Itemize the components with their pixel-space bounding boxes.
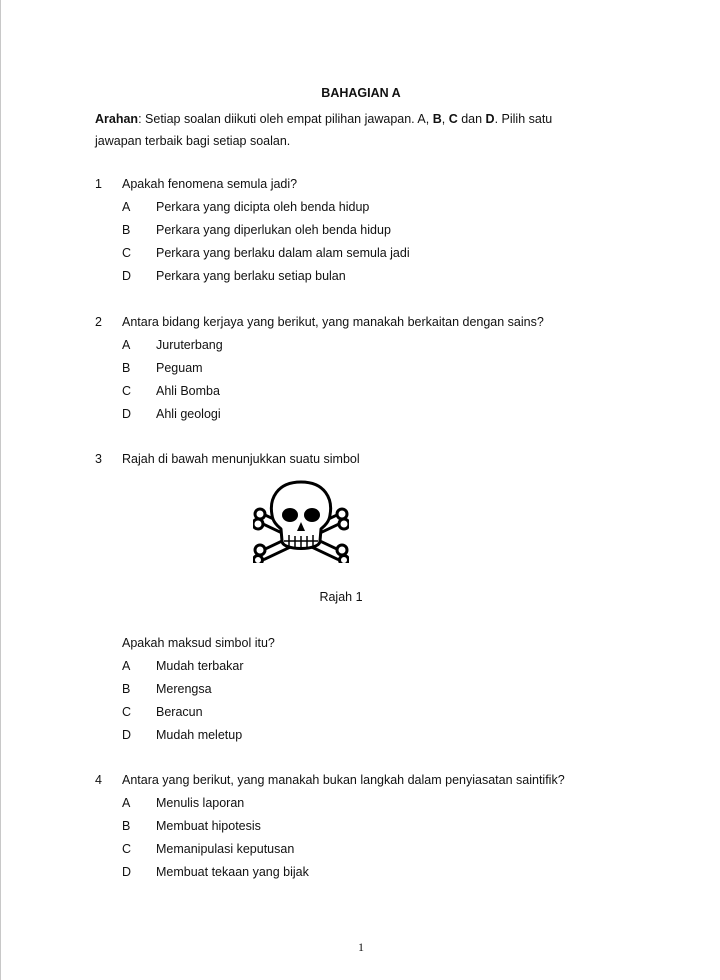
option-text: Peguam	[156, 361, 203, 375]
skull-crossbones-icon	[253, 479, 349, 563]
instructions-sep: ,	[441, 112, 449, 126]
question-text: Antara bidang kerjaya yang berikut, yang manakah berkaitan dengan sains?	[122, 315, 544, 329]
figure-caption: Rajah 1	[319, 590, 363, 604]
option-b	[95, 678, 275, 701]
question-text: Rajah di bawah menunjukkan suatu simbol	[122, 452, 360, 466]
question-number: 2	[95, 315, 102, 329]
option-text: Mudah terbakar	[156, 659, 244, 673]
option-letter: A	[122, 338, 131, 352]
question-1	[95, 173, 410, 288]
option-b	[95, 219, 410, 242]
option-text: Ahli Bomba	[156, 384, 220, 398]
option-a	[95, 196, 410, 219]
option-letter: D	[122, 269, 132, 283]
option-d	[95, 265, 410, 288]
option-letter: B	[122, 361, 131, 375]
question-4-stem	[95, 769, 565, 792]
question-1-stem	[95, 173, 410, 196]
option-text: Membuat tekaan yang bijak	[156, 865, 309, 879]
instructions-label: Arahan	[95, 112, 139, 126]
option-a	[95, 334, 544, 357]
question-2-stem	[95, 311, 544, 334]
option-text: Juruterbang	[156, 338, 223, 352]
option-c	[95, 380, 544, 403]
option-a	[95, 792, 565, 815]
option-a	[95, 655, 275, 678]
question-number: 4	[95, 773, 102, 787]
option-letter: A	[122, 796, 131, 810]
question-text: Antara yang berikut, yang manakah bukan langkah dalam penyiasatan saintifik?	[122, 773, 565, 787]
option-letter: B	[122, 223, 131, 237]
option-text: Menulis laporan	[156, 796, 245, 810]
question-4	[95, 769, 565, 884]
option-b	[95, 357, 544, 380]
question-3-sub	[95, 632, 275, 747]
question-text: Apakah fenomena semula jadi?	[122, 177, 298, 191]
option-letter: D	[122, 407, 132, 421]
question-3	[95, 448, 360, 471]
option-letter: D	[122, 728, 132, 742]
instructions-c: C	[448, 112, 458, 126]
section-heading: BAHAGIAN A	[321, 86, 401, 100]
option-text: Perkara yang berlaku setiap bulan	[156, 269, 346, 283]
option-text: Ahli geologi	[156, 407, 221, 421]
question-3-stem	[95, 448, 360, 471]
option-c	[95, 242, 410, 265]
option-d	[95, 724, 275, 747]
option-text: Perkara yang diperlukan oleh benda hidup	[156, 223, 391, 237]
option-text: Memanipulasi keputusan	[156, 842, 295, 856]
option-letter: C	[122, 246, 132, 260]
option-letter: B	[122, 682, 131, 696]
option-letter: C	[122, 384, 132, 398]
option-b	[95, 815, 565, 838]
option-text: Perkara yang berlaku dalam alam semula jadi	[156, 246, 410, 260]
instructions-b: B	[432, 112, 442, 126]
option-letter: D	[122, 865, 132, 879]
question-number: 3	[95, 452, 102, 466]
option-text: Membuat hipotesis	[156, 819, 261, 833]
option-c	[95, 838, 565, 861]
option-c	[95, 701, 275, 724]
option-d	[95, 861, 565, 884]
question-number: 1	[95, 177, 102, 191]
option-d	[95, 403, 544, 426]
option-letter: C	[122, 705, 132, 719]
instructions-and: dan	[457, 112, 486, 126]
instructions-text-2: . Pilih satu jawapan terbaik bagi setiap soalan.	[95, 112, 553, 148]
option-text: Mudah meletup	[156, 728, 243, 742]
option-letter: A	[122, 200, 131, 214]
option-text: Beracun	[156, 705, 203, 719]
option-letter: A	[122, 659, 131, 673]
instructions-d: D	[485, 112, 495, 126]
instructions	[95, 108, 595, 152]
question-2	[95, 311, 544, 426]
page-edge	[0, 0, 1, 980]
option-text: Perkara yang dicipta oleh benda hidup	[156, 200, 370, 214]
page-number: 1	[358, 940, 364, 954]
subquestion-text: Apakah maksud simbol itu?	[122, 636, 275, 650]
option-text: Merengsa	[156, 682, 212, 696]
option-letter: C	[122, 842, 132, 856]
option-letter: B	[122, 819, 131, 833]
instructions-text-1: : Setiap soalan diikuti oleh empat pilihan jawapan. A,	[138, 112, 433, 126]
